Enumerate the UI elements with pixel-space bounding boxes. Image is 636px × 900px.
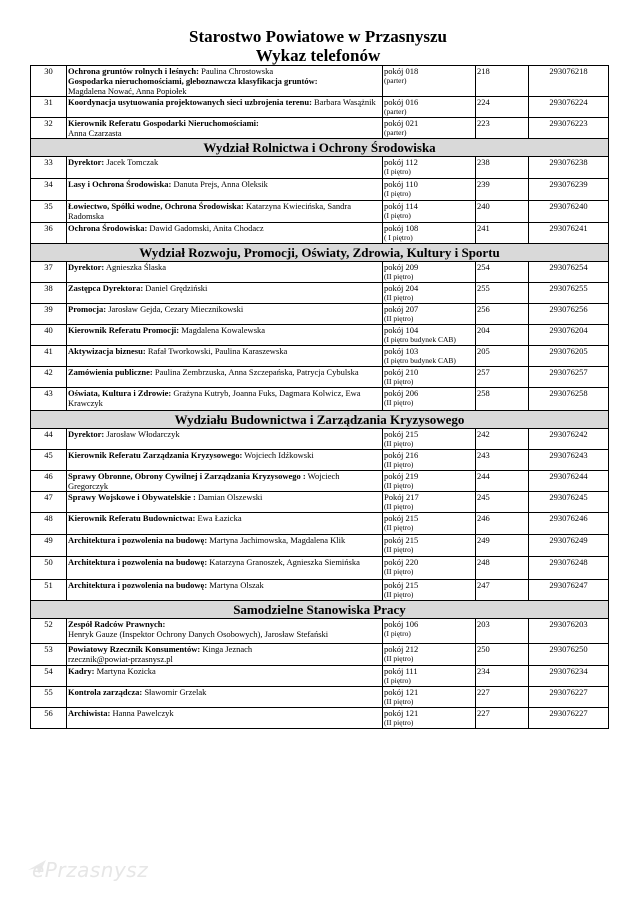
row-number: 52	[31, 619, 67, 644]
floor-label: (I piętro budynek CAB)	[384, 356, 456, 365]
page-title: Starostwo Powiatowe w Przasnyszu	[189, 27, 447, 46]
phone-number: 293076223	[529, 118, 609, 139]
row-number: 53	[31, 644, 67, 666]
room-number: pokój 016	[384, 97, 419, 107]
row-number: 30	[31, 66, 67, 97]
phone-number: 293076243	[529, 450, 609, 471]
position-cell	[67, 450, 383, 471]
position-cell	[67, 619, 383, 644]
position-cell	[67, 304, 383, 325]
position-title: Gospodarka nieruchomościami, gleboznawcza klasyfikacja gruntów:	[68, 76, 318, 86]
position-title: Koordynacja usytuowania projektowanych sieci uzbrojenia terenu:	[68, 97, 312, 107]
room-number: pokój 110	[384, 179, 418, 189]
phone-number: 293076234	[529, 666, 609, 687]
extension-cell: 254	[476, 262, 529, 283]
room-cell	[383, 118, 476, 139]
extension-cell: 238	[476, 157, 529, 179]
phone-table	[30, 65, 609, 729]
position-title: Dyrektor:	[68, 262, 105, 272]
floor-label: (II piętro)	[384, 439, 414, 448]
position-cell	[67, 666, 383, 687]
room-cell	[383, 388, 476, 411]
extension-cell: 239	[476, 179, 529, 201]
extension-cell: 244	[476, 471, 529, 492]
position-title: Kierownik Referatu Promocji:	[68, 325, 180, 335]
floor-label: (II piętro)	[384, 314, 414, 323]
row-number: 36	[31, 223, 67, 244]
extension-cell: 258	[476, 388, 529, 411]
extension-cell: 223	[476, 118, 529, 139]
table-row	[31, 157, 609, 179]
table-row	[31, 708, 609, 729]
section-header: Wydział Rolnictwa i Ochrony Środowiska	[31, 139, 609, 157]
staff-names: Magdalena Nować, Anna Popiołek	[68, 86, 187, 96]
row-number: 41	[31, 346, 67, 367]
section-header: Samodzielne Stanowiska Pracy	[31, 601, 609, 619]
position-title: Architektura i pozwolenia na budowę:	[68, 535, 208, 545]
room-number: pokój 112	[384, 157, 418, 167]
room-cell	[383, 201, 476, 223]
section-header-row	[31, 139, 609, 157]
room-cell	[383, 644, 476, 666]
section-header-row	[31, 411, 609, 429]
position-cell	[67, 346, 383, 367]
position-cell	[67, 492, 383, 513]
table-row	[31, 492, 609, 513]
extension-cell: 246	[476, 513, 529, 535]
position-title: Ochrona gruntów rolnych i leśnych:	[68, 66, 199, 76]
phone-number: 293076248	[529, 557, 609, 580]
position-title: Kontrola zarządcza:	[68, 687, 143, 697]
section-header: Wydziału Budownictwa i Zarządzania Kryzysowego	[31, 411, 609, 429]
staff-names: Damian Olszewski	[195, 492, 263, 502]
room-cell	[383, 708, 476, 729]
watermark: ePrzasnysz	[32, 858, 149, 882]
row-number: 55	[31, 687, 67, 708]
row-number: 38	[31, 283, 67, 304]
phone-number: 293076203	[529, 619, 609, 644]
floor-label: (parter)	[384, 107, 407, 116]
room-cell	[383, 325, 476, 346]
floor-label: (I piętro)	[384, 629, 411, 638]
phone-number: 293076239	[529, 179, 609, 201]
section-header-row	[31, 601, 609, 619]
staff-names: Martyna Kozicka	[94, 666, 156, 676]
position-cell	[67, 535, 383, 557]
room-cell	[383, 429, 476, 450]
room-number: pokój 018	[384, 66, 419, 76]
staff-names: Kinga Jeznach	[200, 644, 253, 654]
room-number: pokój 215	[384, 513, 419, 523]
row-number: 32	[31, 118, 67, 139]
section-header: Wydział Rozwoju, Promocji, Oświaty, Zdrowia, Kultury i Sportu	[31, 244, 609, 262]
floor-label: (II piętro)	[384, 460, 414, 469]
position-cell	[67, 580, 383, 601]
position-title: Kadry:	[68, 666, 95, 676]
staff-names: Katarzyna Kwiecińska, Sandra Radomska	[68, 201, 352, 221]
row-number: 44	[31, 429, 67, 450]
table-row	[31, 687, 609, 708]
floor-label: (II piętro)	[384, 718, 414, 727]
floor-label: (II piętro)	[384, 697, 414, 706]
table-row	[31, 304, 609, 325]
table-row	[31, 666, 609, 687]
position-cell	[67, 687, 383, 708]
extension-cell: 203	[476, 619, 529, 644]
room-cell	[383, 492, 476, 513]
floor-label: (I piętro)	[384, 189, 411, 198]
room-number: pokój 219	[384, 471, 419, 481]
phone-number: 293076227	[529, 687, 609, 708]
floor-label: (II piętro)	[384, 481, 414, 490]
room-number: pokój 215	[384, 580, 419, 590]
room-cell	[383, 367, 476, 388]
row-number: 34	[31, 179, 67, 201]
staff-names: Barbara Wasążnik	[311, 97, 376, 107]
room-cell	[383, 450, 476, 471]
extension-cell: 240	[476, 201, 529, 223]
table-row	[31, 367, 609, 388]
room-number: pokój 106	[384, 619, 419, 629]
extension-cell: 204	[476, 325, 529, 346]
row-number: 54	[31, 666, 67, 687]
row-number: 43	[31, 388, 67, 411]
staff-names: Magdalena Kowalewska	[179, 325, 266, 335]
floor-label: (II piętro)	[384, 377, 414, 386]
table-row	[31, 283, 609, 304]
staff-names: Jarosław Gejda, Cezary Miecznikowski	[106, 304, 244, 314]
room-cell	[383, 580, 476, 601]
table-row	[31, 644, 609, 666]
phone-number: 293076238	[529, 157, 609, 179]
extension-cell: 243	[476, 450, 529, 471]
row-number: 33	[31, 157, 67, 179]
room-number: pokój 111	[384, 666, 418, 676]
position-title: Dyrektor:	[68, 429, 105, 439]
room-number: pokój 021	[384, 118, 419, 128]
room-cell	[383, 687, 476, 708]
position-cell	[67, 708, 383, 729]
position-cell	[67, 157, 383, 179]
staff-names: Henryk Gauze (Inspektor Ochrony Danych Osobowych), Jarosław Stefański	[68, 629, 329, 639]
phone-number: 293076255	[529, 283, 609, 304]
room-number: pokój 216	[384, 450, 419, 460]
position-title: Zamówienia publiczne:	[68, 367, 153, 377]
row-number: 49	[31, 535, 67, 557]
table-row	[31, 346, 609, 367]
extension-cell: 247	[476, 580, 529, 601]
floor-label: (II piętro)	[384, 523, 414, 532]
phone-number: 293076254	[529, 262, 609, 283]
room-number: pokój 104	[384, 325, 419, 335]
position-cell	[67, 283, 383, 304]
position-title: Architektura i pozwolenia na budowę:	[68, 557, 208, 567]
position-title: Archiwista:	[68, 708, 111, 718]
phone-number: 293076224	[529, 97, 609, 118]
staff-names: Sławomir Grzelak	[142, 687, 207, 697]
row-number: 51	[31, 580, 67, 601]
room-cell	[383, 262, 476, 283]
staff-names: Jacek Tomczak	[104, 157, 159, 167]
table-row	[31, 325, 609, 346]
phone-number: 293076240	[529, 201, 609, 223]
extension-cell: 224	[476, 97, 529, 118]
row-number: 45	[31, 450, 67, 471]
room-number: pokój 215	[384, 429, 419, 439]
staff-names: Daniel Grędziński	[143, 283, 208, 293]
room-number: pokój 121	[384, 687, 419, 697]
table-row	[31, 201, 609, 223]
table-row	[31, 450, 609, 471]
position-cell	[67, 557, 383, 580]
section-header-row	[31, 244, 609, 262]
extension-cell: 241	[476, 223, 529, 244]
floor-label: (II piętro)	[384, 567, 414, 576]
room-cell	[383, 179, 476, 201]
phone-number: 293076246	[529, 513, 609, 535]
position-title: Lasy i Ochrona Środowiska:	[68, 179, 172, 189]
room-number: Pokój 217	[384, 492, 419, 502]
staff-names: Jarosław Włodarczyk	[104, 429, 180, 439]
phone-number: 293076247	[529, 580, 609, 601]
staff-names: Danuta Prejs, Anna Oleksik	[171, 179, 268, 189]
position-cell	[67, 644, 383, 666]
room-number: pokój 204	[384, 283, 419, 293]
table-row	[31, 179, 609, 201]
staff-names: Wojciech Gregorczyk	[68, 471, 340, 491]
phone-number: 293076241	[529, 223, 609, 244]
row-number: 31	[31, 97, 67, 118]
staff-names: Katarzyna Granoszek, Agnieszka Siemińska	[207, 557, 360, 567]
room-cell	[383, 471, 476, 492]
staff-names: Agnieszka Ślaska	[104, 262, 167, 272]
staff-names: Martyna Olszak	[207, 580, 264, 590]
staff-names: Paulina Chrostowska	[198, 66, 274, 76]
room-number: pokój 108	[384, 223, 419, 233]
table-row	[31, 535, 609, 557]
room-number: pokój 207	[384, 304, 419, 314]
table-row	[31, 388, 609, 411]
extension-cell: 205	[476, 346, 529, 367]
room-number: pokój 209	[384, 262, 419, 272]
page-subtitle: Wykaz telefonów	[255, 46, 381, 65]
staff-names: Paulina Zembrzuska, Anna Szczepańska, Patrycja Cybulska	[152, 367, 359, 377]
extension-cell: 257	[476, 367, 529, 388]
phone-number: 293076205	[529, 346, 609, 367]
position-cell	[67, 223, 383, 244]
position-cell	[67, 201, 383, 223]
position-title: Aktywizacja biznesu:	[68, 346, 146, 356]
position-cell	[67, 367, 383, 388]
staff-names: Anna Czarzasta	[68, 128, 122, 138]
extension-cell: 234	[476, 666, 529, 687]
room-number: pokój 210	[384, 367, 419, 377]
table-row	[31, 66, 609, 97]
floor-label: (II piętro)	[384, 545, 414, 554]
floor-label: (I piętro budynek CAB)	[384, 335, 456, 344]
floor-label: (parter)	[384, 76, 407, 85]
room-cell	[383, 66, 476, 97]
row-number: 39	[31, 304, 67, 325]
room-cell	[383, 283, 476, 304]
floor-label: (II piętro)	[384, 590, 414, 599]
position-cell	[67, 471, 383, 492]
room-number: pokój 220	[384, 557, 419, 567]
table-row	[31, 513, 609, 535]
extension-cell: 245	[476, 492, 529, 513]
position-title: Promocja:	[68, 304, 107, 314]
floor-label: (I piętro)	[384, 676, 411, 685]
row-number: 37	[31, 262, 67, 283]
phone-number: 293076227	[529, 708, 609, 729]
room-cell	[383, 157, 476, 179]
room-cell	[383, 304, 476, 325]
phone-number: 293076257	[529, 367, 609, 388]
room-cell	[383, 535, 476, 557]
position-title: Kierownik Referatu Gospodarki Nieruchomościami:	[68, 118, 259, 128]
floor-label: (II piętro)	[384, 654, 414, 663]
position-cell	[67, 429, 383, 450]
position-title: Sprawy Wojskowe i Obywatelskie :	[68, 492, 196, 502]
row-number: 47	[31, 492, 67, 513]
phone-number: 293076258	[529, 388, 609, 411]
extension-cell: 250	[476, 644, 529, 666]
phone-number: 293076242	[529, 429, 609, 450]
room-cell	[383, 223, 476, 244]
position-title: Zastępca Dyrektora:	[68, 283, 144, 293]
staff-names: Hanna Pawelczyk	[110, 708, 174, 718]
extension-cell: 242	[476, 429, 529, 450]
staff-names: Wojciech Idźkowski	[242, 450, 314, 460]
position-title: Łowiectwo, Spółki wodne, Ochrona Środowiska:	[68, 201, 244, 211]
room-cell	[383, 666, 476, 687]
row-number: 48	[31, 513, 67, 535]
extension-cell: 256	[476, 304, 529, 325]
row-number: 35	[31, 201, 67, 223]
position-cell	[67, 66, 383, 97]
position-cell	[67, 262, 383, 283]
floor-label: ( I piętro)	[384, 233, 413, 242]
position-cell	[67, 513, 383, 535]
extension-cell: 249	[476, 535, 529, 557]
position-title: Architektura i pozwolenia na budowę:	[68, 580, 208, 590]
extension-cell: 218	[476, 66, 529, 97]
position-title: Ochrona Środowiska:	[68, 223, 148, 233]
position-cell	[67, 97, 383, 118]
extension-cell: 248	[476, 557, 529, 580]
table-row	[31, 580, 609, 601]
table-row	[31, 429, 609, 450]
row-number: 46	[31, 471, 67, 492]
position-title: Kierownik Referatu Budownictwa:	[68, 513, 196, 523]
staff-names: Grażyna Kutryb, Joanna Fuks, Dagmara Kolwicz, Ewa Krawczyk	[68, 388, 361, 408]
phone-number: 293076244	[529, 471, 609, 492]
floor-label: (I piętro)	[384, 167, 411, 176]
position-title: Kierownik Referatu Zarządzania Kryzysowego:	[68, 450, 243, 460]
room-number: pokój 103	[384, 346, 419, 356]
extension-cell: 227	[476, 687, 529, 708]
room-number: pokój 215	[384, 535, 419, 545]
floor-label: (II piętro)	[384, 398, 414, 407]
table-row	[31, 97, 609, 118]
table-row	[31, 557, 609, 580]
staff-names: Rafał Tworkowski, Paulina Karaszewska	[145, 346, 288, 356]
table-row	[31, 223, 609, 244]
row-number: 56	[31, 708, 67, 729]
staff-names: rzecznik@powiat-przasnysz.pl	[68, 654, 173, 664]
room-number: pokój 206	[384, 388, 419, 398]
room-cell	[383, 346, 476, 367]
floor-label: (parter)	[384, 128, 407, 137]
room-number: pokój 212	[384, 644, 419, 654]
room-cell	[383, 513, 476, 535]
floor-label: (II piętro)	[384, 272, 414, 281]
room-cell	[383, 619, 476, 644]
staff-names: Martyna Jachimowska, Magdalena Klik	[207, 535, 346, 545]
position-title: Dyrektor:	[68, 157, 105, 167]
position-title: Zespół Radców Prawnych:	[68, 619, 166, 629]
room-cell	[383, 557, 476, 580]
position-cell	[67, 118, 383, 139]
phone-number: 293076249	[529, 535, 609, 557]
phone-number: 293076250	[529, 644, 609, 666]
row-number: 50	[31, 557, 67, 580]
extension-cell: 227	[476, 708, 529, 729]
position-title: Oświata, Kultura i Zdrowie:	[68, 388, 172, 398]
phone-number: 293076245	[529, 492, 609, 513]
staff-names: Ewa Łazicka	[195, 513, 242, 523]
room-number: pokój 114	[384, 201, 418, 211]
table-row	[31, 118, 609, 139]
table-row	[31, 262, 609, 283]
extension-cell: 255	[476, 283, 529, 304]
row-number: 40	[31, 325, 67, 346]
table-row	[31, 471, 609, 492]
position-cell	[67, 179, 383, 201]
position-title: Sprawy Obronne, Obrony Cywilnej i Zarządzania Kryzysowego :	[68, 471, 306, 481]
room-cell	[383, 97, 476, 118]
floor-label: (II piętro)	[384, 293, 414, 302]
room-number: pokój 121	[384, 708, 419, 718]
phone-number: 293076256	[529, 304, 609, 325]
floor-label: (I piętro)	[384, 211, 411, 220]
position-cell	[67, 388, 383, 411]
position-cell	[67, 325, 383, 346]
table-row	[31, 619, 609, 644]
phone-number: 293076218	[529, 66, 609, 97]
staff-names: Dawid Gadomski, Anita Chodacz	[147, 223, 264, 233]
position-title: Powiatowy Rzecznik Konsumentów:	[68, 644, 201, 654]
floor-label: (II piętro)	[384, 502, 414, 511]
row-number: 42	[31, 367, 67, 388]
phone-number: 293076204	[529, 325, 609, 346]
